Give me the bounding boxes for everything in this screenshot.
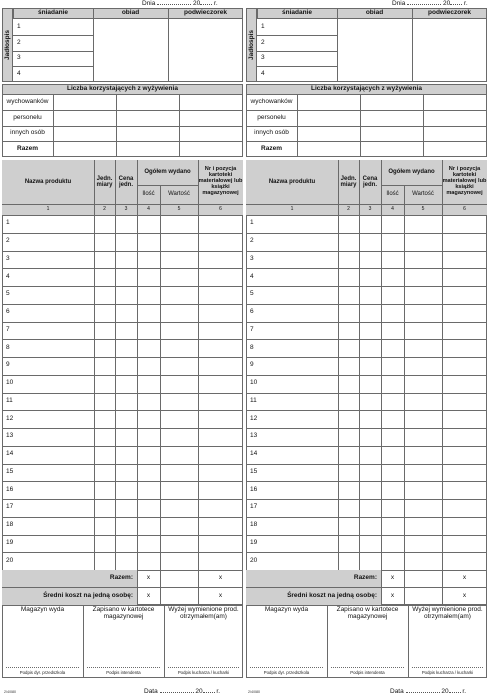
table-row [246,304,487,322]
row-number: 15 [6,467,14,475]
row-divider [2,428,243,429]
product-rows [246,215,487,570]
table-row [246,375,487,393]
header-product-name: Nazwa produktu [24,178,72,185]
row-divider [246,251,487,252]
row-number: 19 [6,538,14,546]
header-qty: Ilość [142,191,155,198]
table-row [2,375,243,393]
ben-row-label: innych osób [10,129,45,137]
avg-ref-x: x [462,591,467,599]
row-number: 5 [250,290,254,298]
total-qty-x: x [146,574,151,582]
header-ref: Nr i pozycja kartoteki materiałowej lub książki magazynowej [442,166,487,196]
row-number: 7 [6,325,10,333]
table-row [2,215,243,233]
meals-vline [412,8,413,82]
col-number: 6 [463,205,466,212]
row-divider [2,499,243,500]
row-divider [246,322,487,323]
form-code: 2/4/080 [248,690,260,694]
header-unit: Jedn. miary [340,175,357,188]
date-day-field[interactable] [157,4,191,5]
row-divider [2,304,243,305]
sig-line[interactable] [250,667,323,668]
date-year-field[interactable] [200,4,212,5]
footer-date-line [144,688,220,695]
row-divider [2,268,243,269]
table-row [2,517,243,535]
total-qty-x: x [390,574,395,582]
form-code: 2/4/080 [4,690,16,694]
row-divider [2,251,243,252]
date-suffix: r. [214,0,218,7]
meals-header-breakfast: śniadanie [38,9,68,17]
row-divider [2,233,243,234]
date-line [142,0,218,7]
row-divider [246,375,487,376]
sig-line[interactable] [6,667,79,668]
form-right [246,0,489,700]
table-row [246,339,487,357]
ben-row-label: personelu [13,113,42,121]
col-number: 6 [219,205,222,212]
table-row [2,339,243,357]
table-row [246,268,487,286]
sig-title-received: Wyżej wymienione prod. otrzymałem(am) [412,606,483,620]
product-rows [2,215,243,570]
header-value: Wartość [412,191,434,198]
row-number: 20 [6,556,14,564]
meals-row-number: 2 [17,38,21,46]
row-divider [2,393,243,394]
header-issued: Ogółem wydano [144,169,191,176]
sig-title-received: Wyżej wymienione prod. otrzymałem(am) [168,606,239,620]
row-number: 11 [6,396,13,404]
sig-title-recorded: Zapisano w kartotece magazynowej [336,606,399,620]
row-divider [246,535,487,536]
table-row [246,357,487,375]
sig-title-warehouse: Magazyn wyda [264,606,309,613]
meals-row-number: 2 [261,38,265,46]
col-number: 5 [177,205,181,212]
row-divider [246,517,487,518]
table-row [246,233,487,251]
footer-date-suffix: r. [216,688,221,695]
row-number: 10 [250,379,258,387]
table-row [246,322,487,340]
meals-side-label: Jadłospis [246,8,257,82]
table-row [246,535,487,553]
table-row [246,499,487,517]
row-divider [2,286,243,287]
ben-row-label: wychowanków [250,98,293,106]
date-suffix: r. [464,0,468,7]
total-label: Razem: [353,574,377,582]
col-number: 2 [103,205,106,212]
table-row [246,215,487,233]
row-number: 3 [250,254,254,262]
header-qty: Ilość [386,191,399,198]
footer-date-day-field[interactable] [160,692,194,693]
avg-ref-x: x [218,591,223,599]
table-row [246,552,487,570]
date-line [392,0,468,7]
row-number: 2 [250,237,254,245]
table-row [2,393,243,411]
date-label: Dnia [142,0,156,7]
footer-date-year-field[interactable] [203,692,215,693]
row-divider [246,410,487,411]
row-divider [246,481,487,482]
col-number: 1 [46,205,50,212]
ben-row-label: personelu [257,113,286,121]
header-price: Cena jedn. [118,175,134,188]
row-number: 17 [250,503,258,511]
footer-date-year-prefix: 20 [441,688,449,695]
row-number: 19 [250,538,258,546]
table-row [246,286,487,304]
beneficiaries-title: Liczba korzystających z wyżywienia [246,84,487,95]
table-row [246,410,487,428]
footer-date-year-field[interactable] [449,692,461,693]
table-row [2,304,243,322]
row-number: 1 [250,219,254,227]
col-number: 1 [290,205,294,212]
row-number: 8 [250,343,254,351]
table-row [246,251,487,269]
ben-row-label-total: Razem [17,144,38,152]
table-row [2,410,243,428]
footer-date-label: Data [390,688,404,695]
row-number: 16 [6,485,14,493]
row-divider [246,268,487,269]
row-divider [2,481,243,482]
sig-title-warehouse: Magazyn wyda [20,606,65,613]
avg-cost-label: Średni koszt na jedną osobę: [43,591,133,599]
table-row [2,428,243,446]
row-number: 4 [6,272,10,280]
row-divider [2,535,243,536]
avg-qty-x: x [146,591,151,599]
row-number: 7 [250,325,254,333]
form-left [2,0,245,700]
date-year-prefix: 20 [443,0,451,7]
row-number: 9 [250,361,254,369]
footer-date-suffix: r. [462,688,467,695]
ben-row-label: innych osób [254,129,289,137]
sig-caption: Podpis kucharza / kucharki [177,670,230,675]
col-number: 2 [347,205,350,212]
row-number: 10 [6,379,14,387]
row-divider [2,552,243,553]
table-row [2,268,243,286]
row-number: 18 [250,521,258,529]
table-row [246,464,487,482]
avg-qty-x: x [390,591,395,599]
avg-cost-label: Średni koszt na jedną osobę: [287,591,377,599]
date-year-prefix: 20 [193,0,201,7]
row-number: 5 [6,290,10,298]
meals-header-snack: podwieczorek [428,9,471,17]
row-divider [2,410,243,411]
table-row [246,517,487,535]
row-divider [2,375,243,376]
sig-line[interactable] [168,667,239,668]
meals-row-number: 4 [17,69,21,77]
meals-header-lunch: obiad [121,9,140,17]
row-number: 14 [6,450,14,458]
table-row [2,552,243,570]
table-row [246,428,487,446]
sig-caption: Podpis dyr. przedszkola [19,670,66,675]
row-divider [246,339,487,340]
row-number: 4 [250,272,254,280]
table-row [2,357,243,375]
row-divider [246,464,487,465]
total-ref-x: x [218,574,223,582]
row-divider [2,517,243,518]
table-row [2,535,243,553]
row-number: 12 [6,414,14,422]
ben-row-label-total: Razem [261,144,282,152]
row-number: 13 [250,432,258,440]
row-divider [246,428,487,429]
footer-date-year-prefix: 20 [195,688,203,695]
sig-line[interactable] [331,667,404,668]
row-divider [246,357,487,358]
meals-row-number: 3 [261,54,265,62]
row-divider [246,552,487,553]
row-number: 1 [6,219,10,227]
meals-row-number: 1 [261,22,265,30]
row-number: 13 [6,432,14,440]
row-divider [246,499,487,500]
table-row [246,481,487,499]
header-product-name: Nazwa produktu [268,178,316,185]
row-number: 16 [250,485,258,493]
table-row [2,322,243,340]
meals-row-number: 4 [261,69,265,77]
sig-title-recorded: Zapisano w kartotece magazynowej [92,606,155,620]
row-number: 11 [250,396,257,404]
table-row [2,481,243,499]
col-number: 4 [147,205,150,212]
row-divider [246,304,487,305]
meals-side-label: Jadłospis [2,8,13,82]
table-row [2,286,243,304]
col-number: 5 [421,205,425,212]
row-divider [2,339,243,340]
row-number: 6 [250,308,254,316]
meals-header-breakfast: śniadanie [282,9,312,17]
sig-line[interactable] [412,667,483,668]
row-number: 17 [6,503,14,511]
date-label: Dnia [392,0,406,7]
sig-caption: Podpis dyr. przedszkola [263,670,310,675]
row-number: 12 [250,414,258,422]
total-label: Razem: [109,574,133,582]
row-number: 20 [250,556,258,564]
sig-line[interactable] [87,667,160,668]
meals-row-number: 1 [17,22,21,30]
sig-caption: Podpis kucharza / kucharki [421,670,474,675]
beneficiaries-title: Liczba korzystających z wyżywienia [2,84,243,95]
meals-header-snack: podwieczorek [184,9,227,17]
header-unit: Jedn. miary [96,175,113,188]
footer-date-label: Data [144,688,158,695]
table-row [2,251,243,269]
table-row [2,233,243,251]
meals-row-number: 3 [17,54,21,62]
header-value: Wartość [168,191,190,198]
row-number: 3 [6,254,10,262]
row-divider [246,446,487,447]
footer-date-line [390,688,466,695]
row-divider [246,286,487,287]
sig-caption: Podpis intendenta [106,670,141,675]
table-row [2,446,243,464]
header-ref: Nr i pozycja kartoteki materiałowej lub książki magazynowej [198,166,243,196]
row-number: 9 [6,361,10,369]
meals-vline [168,8,169,82]
row-number: 14 [250,450,258,458]
row-number: 6 [6,308,10,316]
meals-vline [337,8,338,82]
sig-caption: Podpis intendenta [350,670,385,675]
row-divider [246,393,487,394]
row-divider [246,233,487,234]
total-ref-x: x [462,574,467,582]
row-number: 2 [6,237,10,245]
row-divider [2,464,243,465]
row-divider [2,357,243,358]
col-number: 4 [391,205,394,212]
table-row [246,446,487,464]
header-issued: Ogółem wydano [388,169,435,176]
row-divider [2,446,243,447]
meals-vline [93,8,94,82]
col-number: 3 [368,205,372,212]
ben-row-label: wychowanków [6,98,49,106]
meals-header-lunch: obiad [365,9,384,17]
table-row [246,393,487,411]
table-row [2,464,243,482]
table-row [2,499,243,517]
col-number: 3 [124,205,128,212]
row-number: 8 [6,343,10,351]
row-number: 18 [6,521,14,529]
date-day-field[interactable] [407,4,441,5]
row-number: 15 [250,467,258,475]
row-divider [2,322,243,323]
header-price: Cena jedn. [362,175,378,188]
footer-date-day-field[interactable] [406,692,440,693]
date-year-field[interactable] [450,4,462,5]
